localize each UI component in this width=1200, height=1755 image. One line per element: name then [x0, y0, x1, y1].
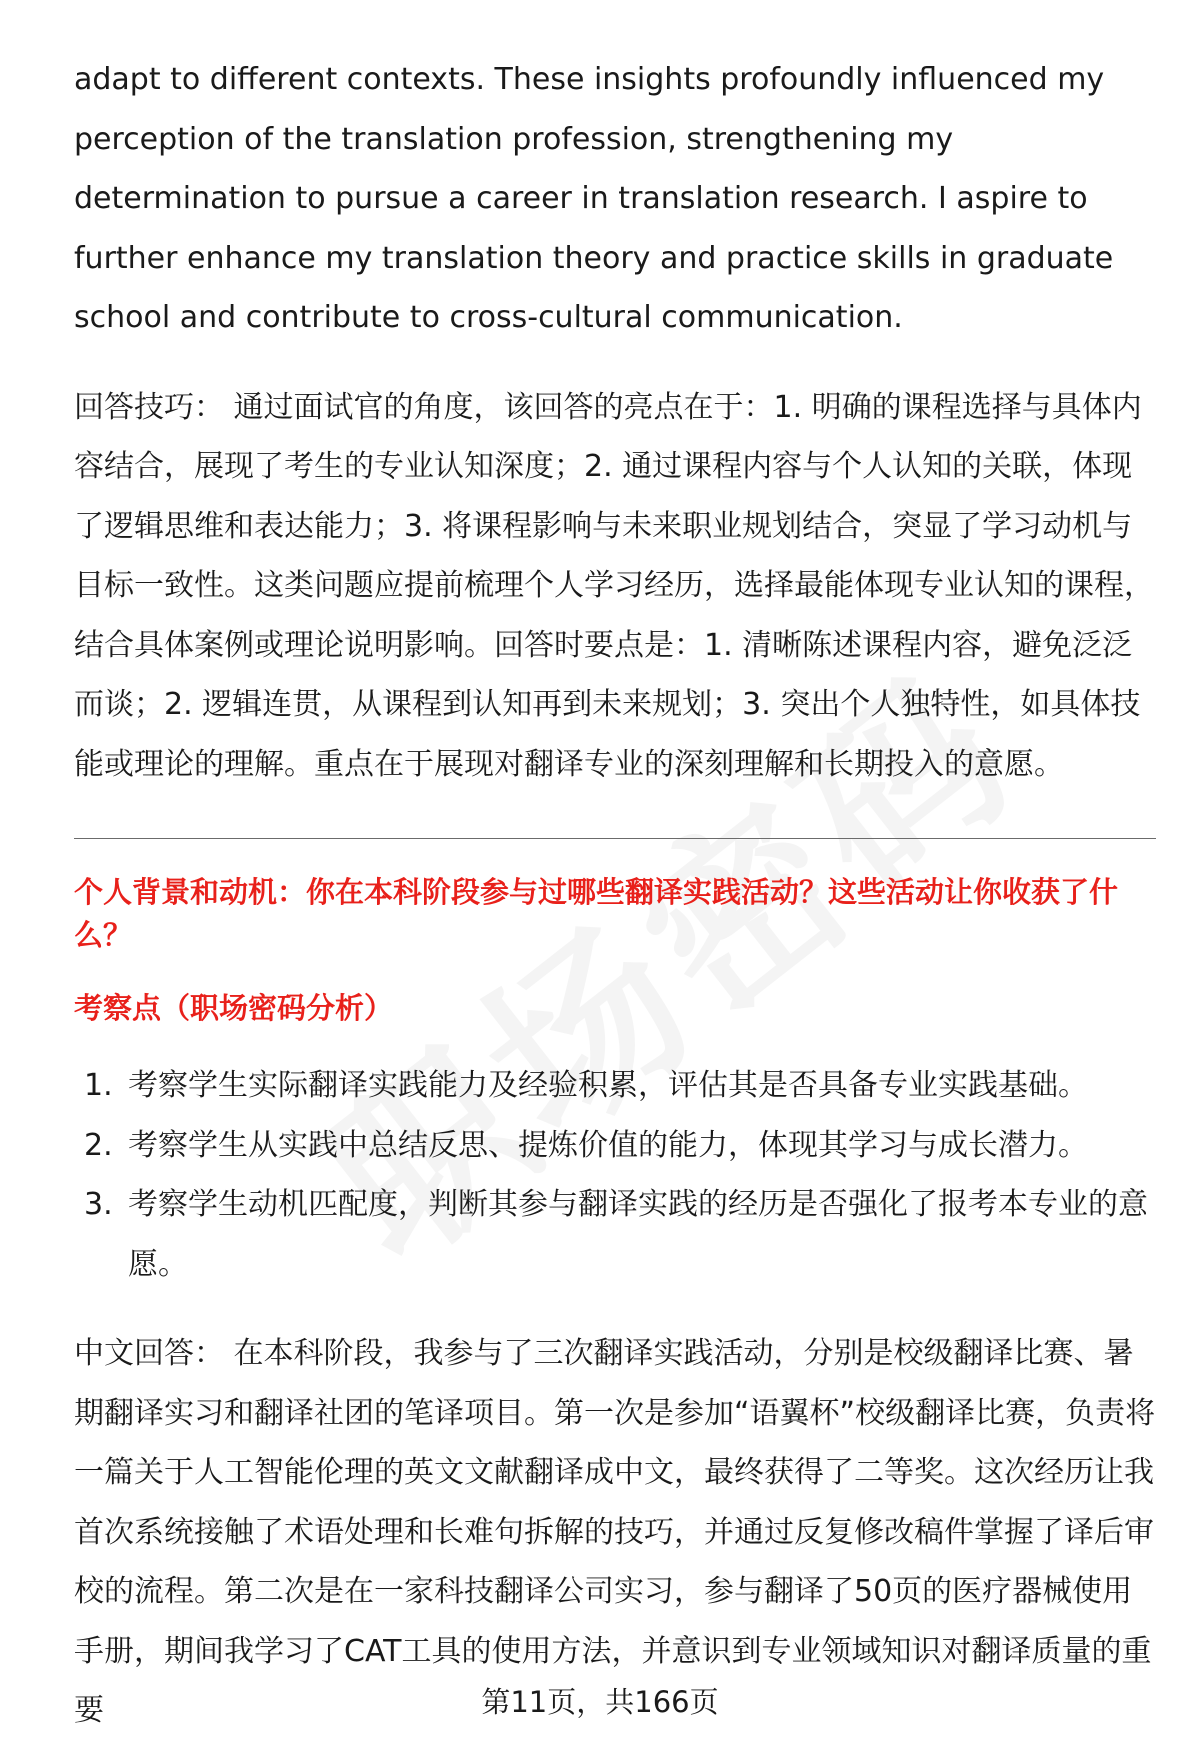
list-item	[74, 1056, 1156, 1116]
page-number-footer: 第11页，共166页	[481, 1685, 719, 1719]
section-divider	[74, 838, 1156, 839]
list-item-text: 考察学生从实践中总结反思、提炼价值的能力，体现其学习与成长潜力。	[128, 1127, 1088, 1163]
assessment-points-heading: 考察点（职场密码分析）	[74, 991, 394, 1025]
list-item-number: 1.	[84, 1068, 113, 1103]
list-item-text: 考察学生实际翻译实践能力及经验积累，评估其是否具备专业实践基础。	[128, 1068, 1088, 1103]
english-answer-paragraph: adapt to different contexts. These insights profoundly influenced my perception of the translation profession, strengthening my determination to pursue a career in translation research. I aspire to further enhance my translation theory and practice skills in graduate school and contribute to cross-cultural communication.	[74, 62, 1114, 335]
chinese-answer-paragraph: 中文回答： 在本科阶段，我参与了三次翻译实践活动，分别是校级翻译比赛、暑期翻译实习和翻译社团的笔译项目。第一次是参加“语翼杯”校级翻译比赛，负责将一篇关于人工智能伦理的英文文献翻译成中文，最终获得了二等奖。这次经历让我首次系统接触了术语处理和长难句拆解的技巧，并通过反复修改稿件掌握了译后审校的流程。第二次是在一家科技翻译公司实习，参与翻译了50页的医疗器械使用手册，期间我学习了CAT工具的使用方法，并意识到专业领域知识对翻译质量的重要	[74, 1336, 1156, 1728]
document-page	[74, 50, 1156, 1741]
list-item	[74, 1116, 1156, 1176]
list-item-text: 考察学生动机匹配度，判断其参与翻译实践的经历是否强化了报考本专业的意愿。	[128, 1187, 1148, 1282]
question-heading: 个人背景和动机：你在本科阶段参与过哪些翻译实践活动？这些活动让你收获了什么？	[74, 875, 1119, 952]
list-item	[74, 1175, 1156, 1294]
assessment-points-list	[74, 1056, 1156, 1294]
list-item-number: 3.	[84, 1187, 113, 1222]
answer-tips-paragraph: 回答技巧： 通过面试官的角度，该回答的亮点在于：1. 明确的课程选择与具体内容结合，展现了考生的专业认知深度；2. 通过课程内容与个人认知的关联，体现了逻辑思维和表达能力；3. 将课程影响与未来职业规划结合，突显了学习动机与目标一致性。这类问题应提前梳理个人学习经历，选择最能体现专业认知的课程，结合具体案例或理论说明影响。回答时要点是：1. 清晰陈述课程内容，避免泛泛而谈；2. 逻辑连贯，从课程到认知再到未来规划；3. 突出个人独特性，如具体技能或理论的理解。重点在于展现对翻译专业的深刻理解和长期投入的意愿。	[74, 389, 1154, 782]
list-item-number: 2.	[84, 1127, 113, 1163]
